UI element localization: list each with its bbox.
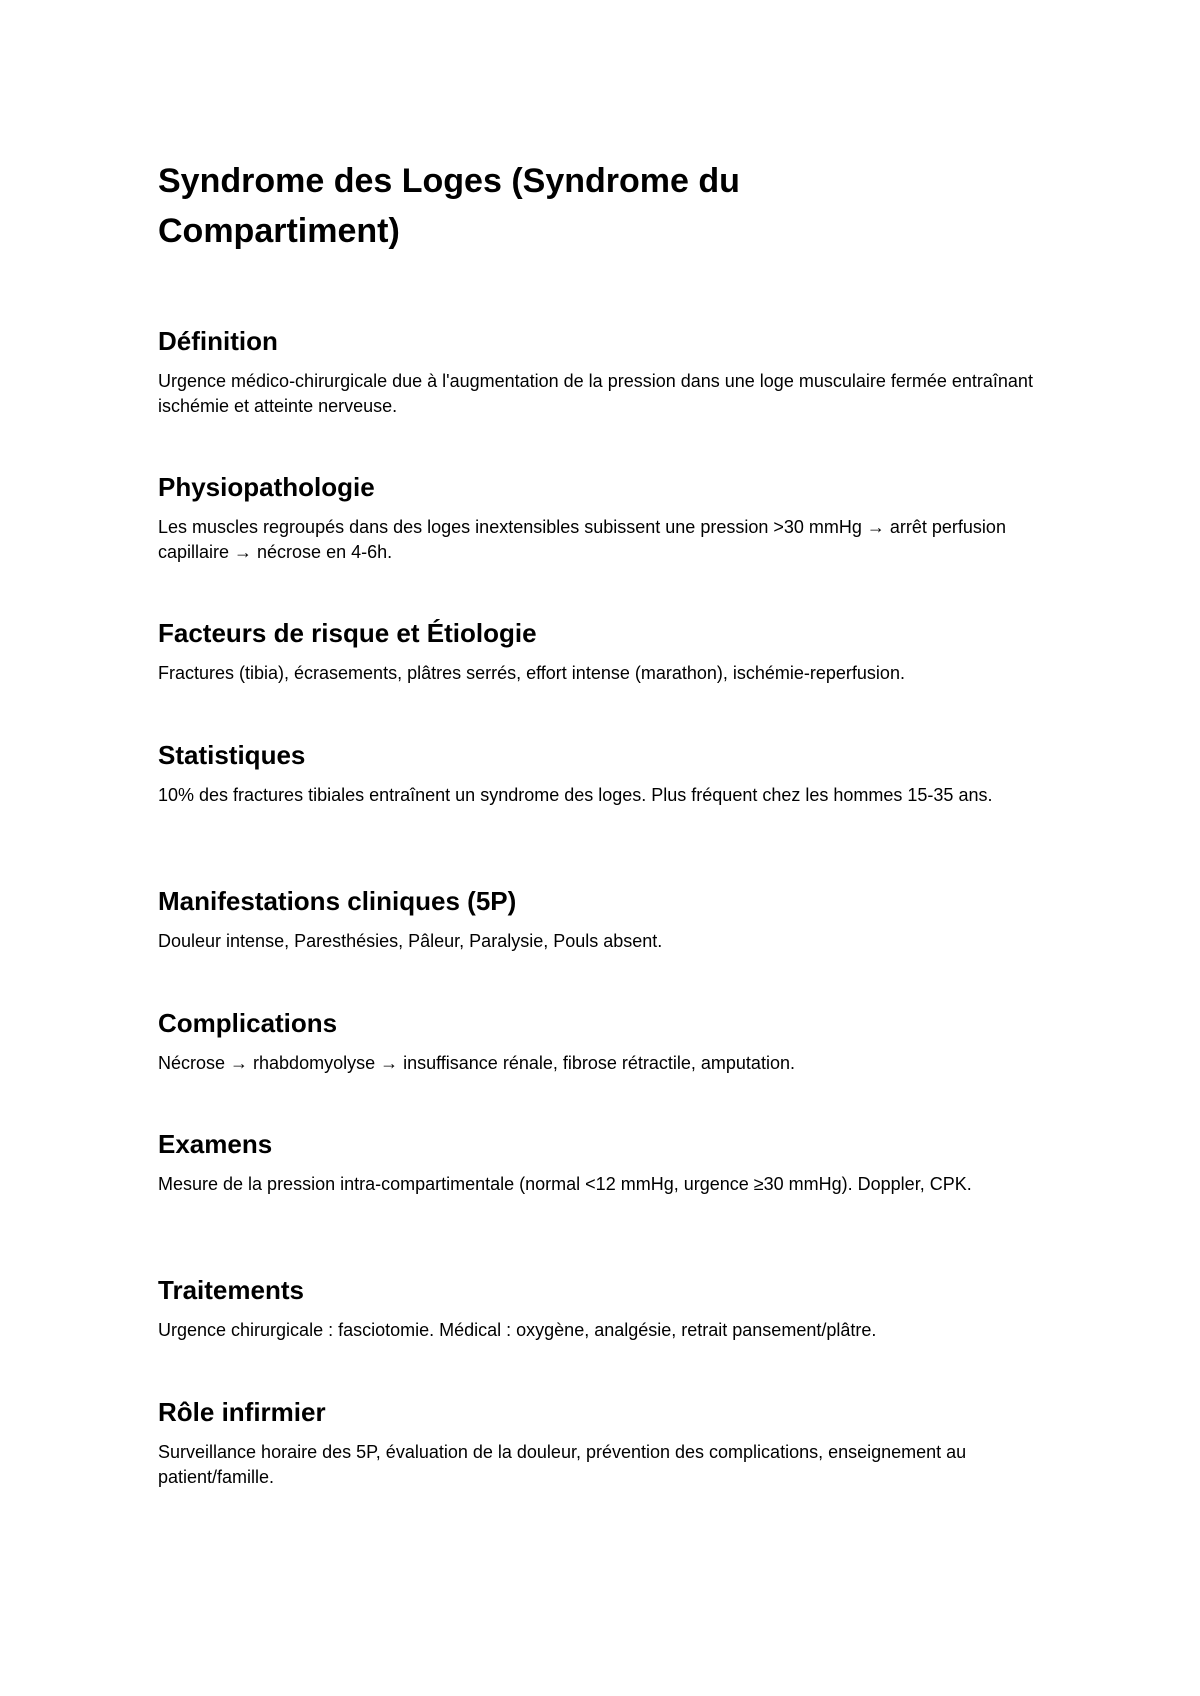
section-text: Mesure de la pression intra-compartimentale (normal <12 mmHg, urgence ≥30 mmHg). Doppler, CPK. (158, 1174, 972, 1194)
section-heading: Facteurs de risque et Étiologie (158, 618, 537, 648)
section-heading: Rôle infirmier (158, 1397, 326, 1427)
section-examens (158, 1128, 1058, 1197)
section-physiopathologie (158, 471, 1058, 565)
section-text: Les muscles regroupés dans des loges inextensibles subissent une pression >30 mmHg → arrêt perfusion capillaire → nécrose en 4-6h. (158, 517, 1006, 562)
section-text: 10% des fractures tibiales entraînent un syndrome des loges. Plus fréquent chez les hommes 15-35 ans. (158, 785, 993, 805)
section-heading: Statistiques (158, 740, 306, 770)
section-text: Douleur intense, Paresthésies, Pâleur, Paralysie, Pouls absent. (158, 931, 663, 951)
section-text: Surveillance horaire des 5P, évaluation de la douleur, prévention des complications, enseignement au patient/famille. (158, 1442, 967, 1487)
document-title: Syndrome des Loges (Syndrome du Compartiment) (158, 162, 740, 250)
section-heading: Physiopathologie (158, 472, 375, 502)
section-heading: Définition (158, 326, 278, 356)
section-heading: Manifestations cliniques (5P) (158, 886, 517, 916)
section-text: Urgence médico-chirurgicale due à l'augmentation de la pression dans une loge musculaire fermée entraînant ischémie et atteinte nerveuse. (158, 371, 1033, 416)
section-statistiques (158, 739, 1058, 808)
section-facteurs-de-risque (158, 617, 1058, 686)
section-heading: Traitements (158, 1275, 304, 1305)
section-text: Urgence chirurgicale : fasciotomie. Médical : oxygène, analgésie, retrait pansement/plâtre. (158, 1320, 877, 1340)
section-definition (158, 325, 1058, 419)
section-text: Nécrose → rhabdomyolyse → insuffisance rénale, fibrose rétractile, amputation. (158, 1053, 795, 1073)
section-text: Fractures (tibia), écrasements, plâtres serrés, effort intense (marathon), ischémie-reperfusion. (158, 663, 905, 683)
section-heading: Complications (158, 1008, 338, 1038)
section-manifestations-cliniques (158, 885, 1058, 954)
section-complications (158, 1007, 1058, 1076)
section-heading: Examens (158, 1129, 273, 1159)
section-role-infirmier (158, 1396, 1058, 1490)
section-traitements (158, 1274, 1058, 1343)
